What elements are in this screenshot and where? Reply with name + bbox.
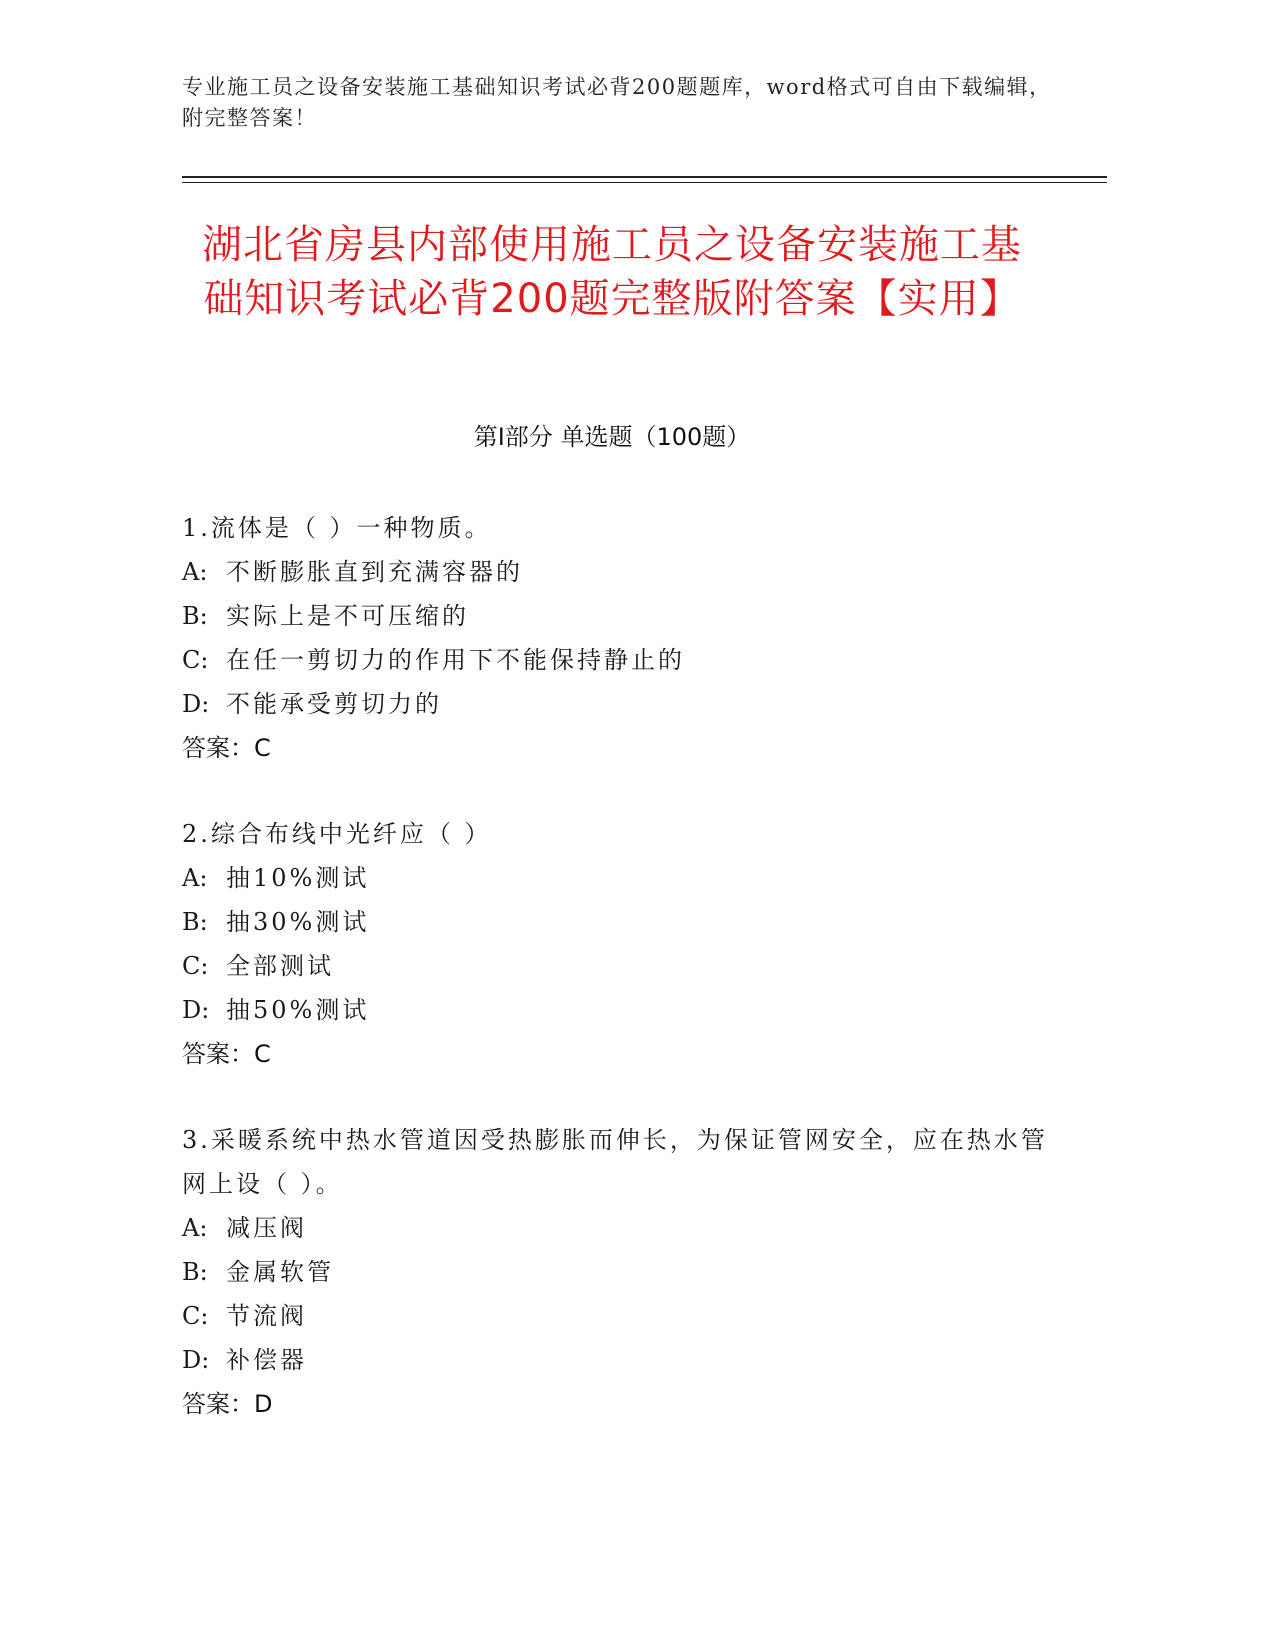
question-stem: 1.流体是（ ）一种物质。 [182,514,492,542]
option-b [182,1250,1062,1294]
answer-line [182,1032,1062,1076]
header-rule-thick [182,176,1107,178]
option-letter: A: [182,558,208,586]
option-text: 补偿器 [226,1346,307,1374]
option-a [182,1206,1062,1250]
section-heading: 第I部分 单选题（100题） [473,423,751,451]
document-title: 湖北省房县内部使用施工员之设备安装施工基础知识考试必背200题完整版附答案【实用】 [202,222,1022,322]
answer-label: 答案： [182,734,254,762]
answer-line [182,726,1062,770]
answer-line [182,1382,1062,1426]
option-letter: D: [182,690,210,718]
question-2 [182,812,1062,1076]
option-letter: C: [182,1302,209,1330]
header-note: 专业施工员之设备安装施工基础知识考试必背200题题库，word格式可自由下载编辑，附完整答案！ [182,75,1052,130]
option-text: 金属软管 [226,1258,334,1286]
option-d [182,1338,1062,1382]
option-text: 减压阀 [226,1214,307,1242]
option-text: 不断膨胀直到充满容器的 [226,558,523,586]
option-letter: D: [182,996,210,1024]
option-text: 抽50%测试 [226,996,370,1024]
option-letter: B: [182,1258,208,1286]
option-a [182,856,1062,900]
option-text: 不能承受剪切力的 [226,690,442,718]
option-text: 全部测试 [226,952,334,980]
option-b [182,594,1062,638]
answer-value: C [254,1040,271,1068]
answer-label: 答案： [182,1390,254,1418]
option-letter: A: [182,1214,208,1242]
option-letter: B: [182,602,208,630]
question-3 [182,1118,1062,1426]
option-letter: C: [182,646,209,674]
option-letter: B: [182,908,208,936]
question-stem: 2.综合布线中光纤应（ ） [182,820,492,848]
option-d [182,988,1062,1032]
option-d [182,682,1062,726]
question-1 [182,506,1062,770]
option-c [182,1294,1062,1338]
question-list [182,506,1062,1468]
option-text: 节流阀 [226,1302,307,1330]
answer-label: 答案： [182,1040,254,1068]
option-text: 抽30%测试 [226,908,370,936]
option-text: 实际上是不可压缩的 [226,602,469,630]
option-letter: A: [182,864,208,892]
option-text: 抽10%测试 [226,864,370,892]
question-stem: 3.采暖系统中热水管道因受热膨胀而伸长，为保证管网安全，应在热水管网上设（ ）。 [182,1126,1048,1198]
option-c [182,944,1062,988]
option-c [182,638,1062,682]
option-letter: C: [182,952,209,980]
option-letter: D: [182,1346,210,1374]
header-rule-thin [182,182,1107,183]
option-b [182,900,1062,944]
answer-value: C [254,734,271,762]
answer-value: D [254,1390,273,1418]
option-text: 在任一剪切力的作用下不能保持静止的 [226,646,685,674]
option-a [182,550,1062,594]
